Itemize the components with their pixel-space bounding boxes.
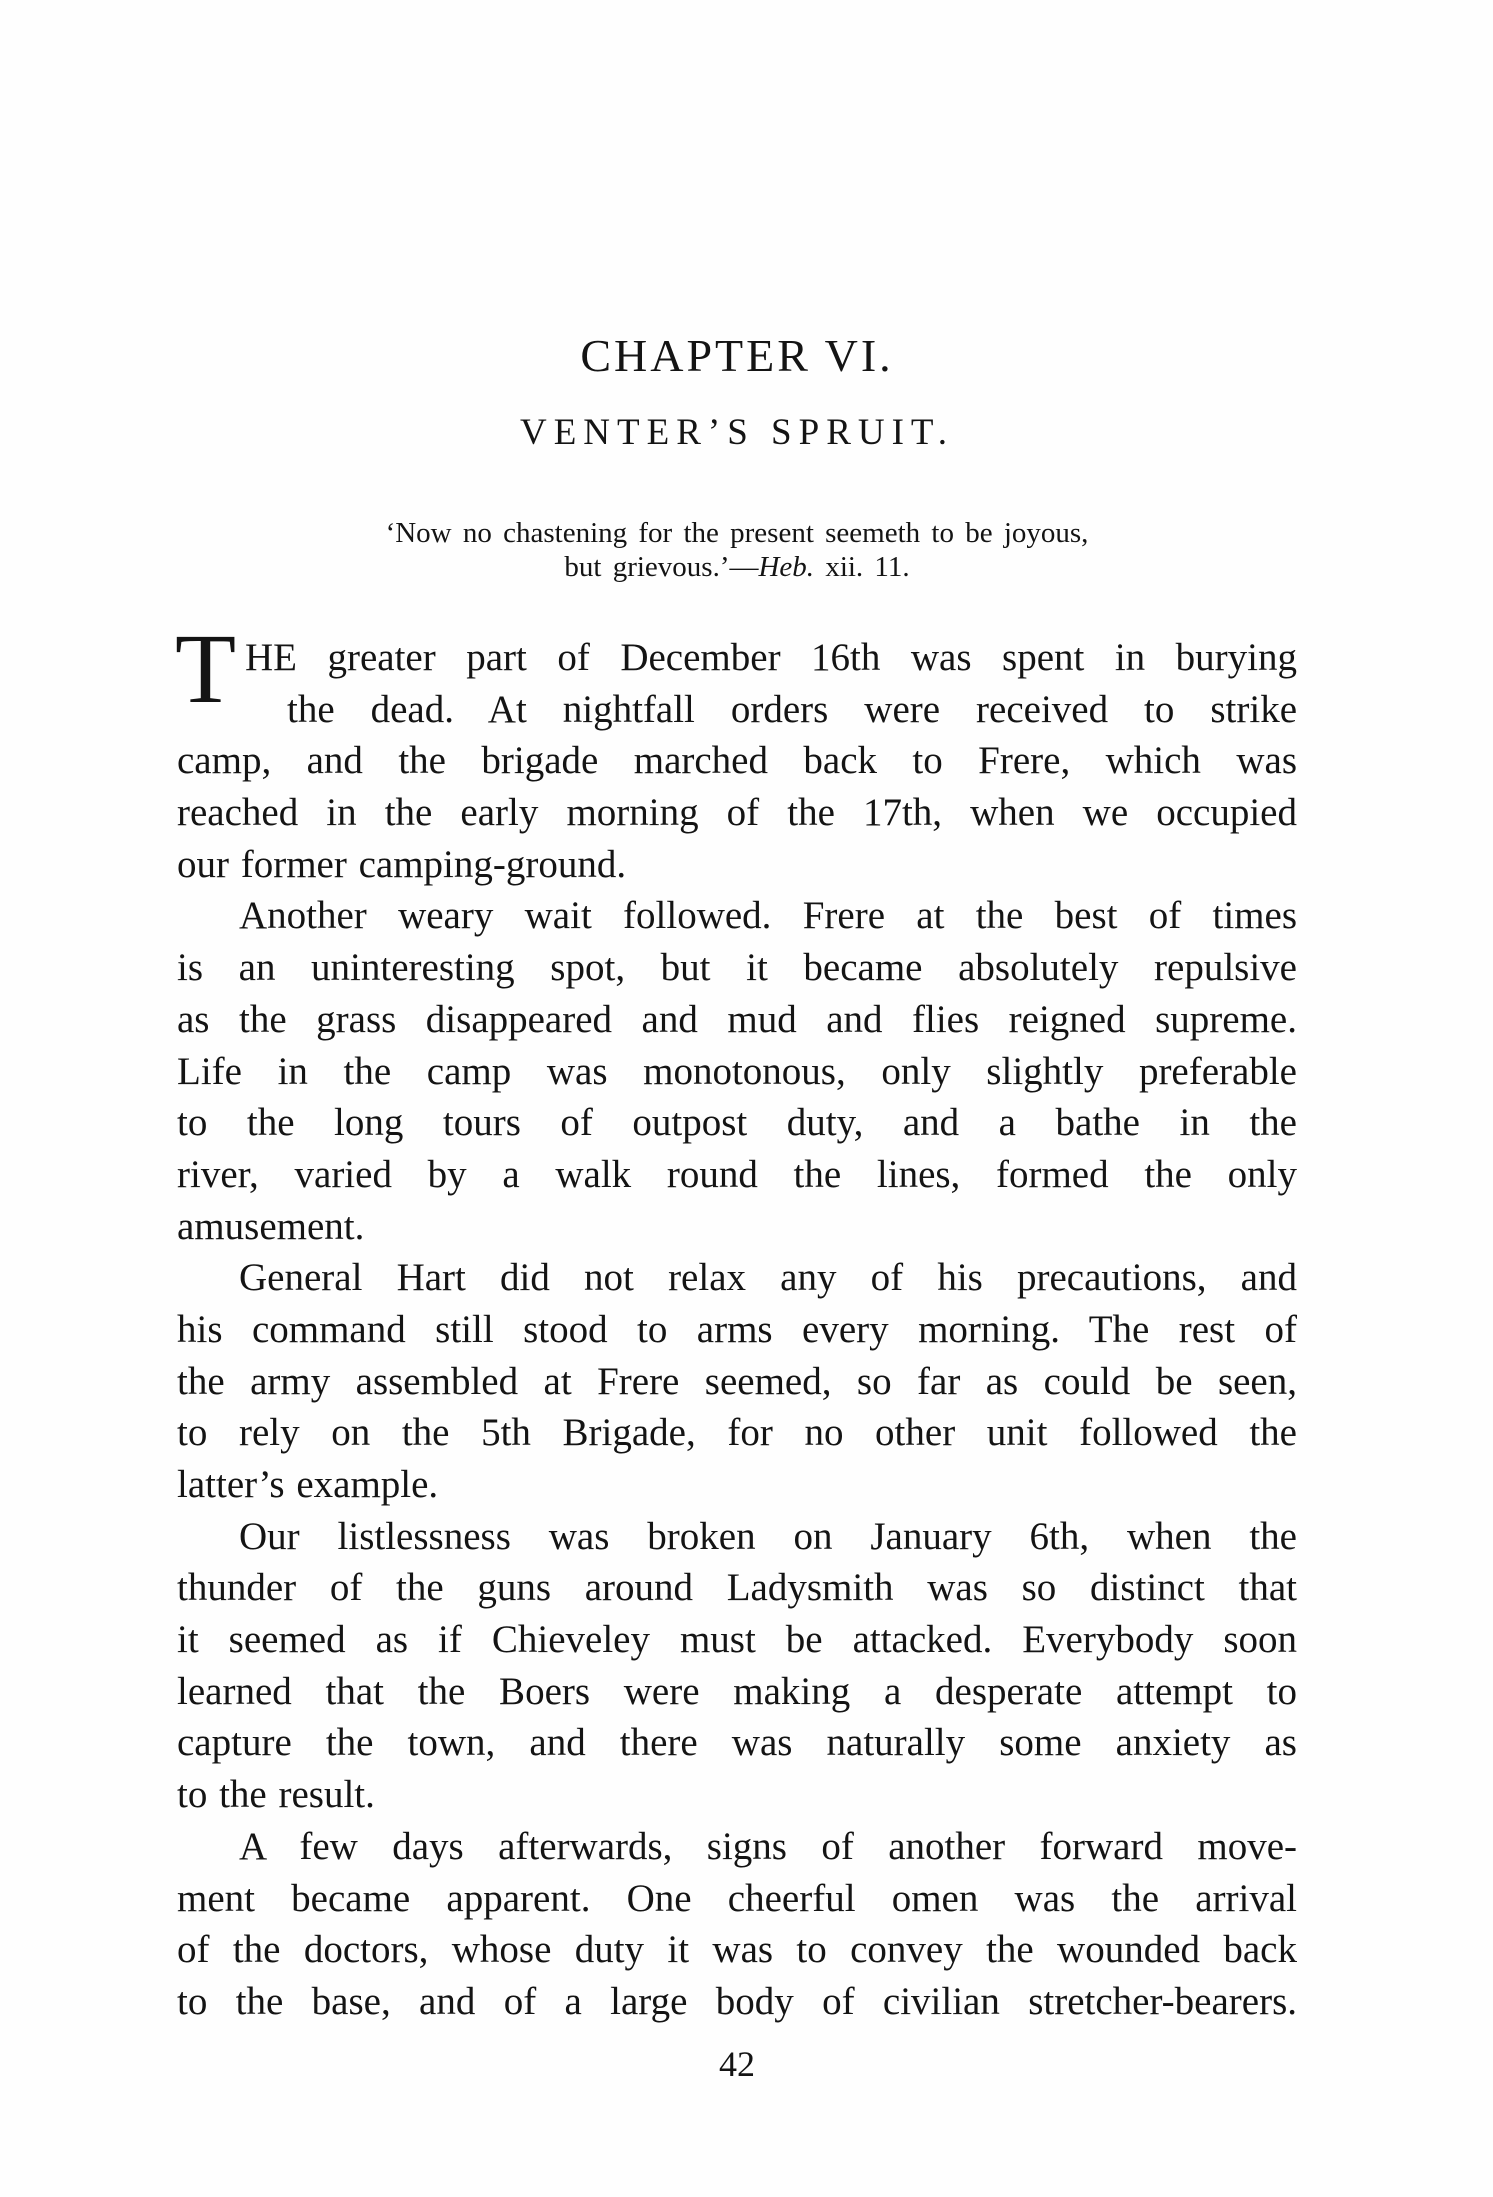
- paragraph: [177, 1252, 1297, 1510]
- body-line: to the result.: [177, 1773, 375, 1817]
- epigraph-line-1: ‘Now no chastening for the present seemeth to be joyous,: [385, 517, 1089, 549]
- body-line: Life in the camp was monotonous, only slightly preferable: [177, 1049, 1297, 1093]
- body-line: ment became apparent. One cheerful omen was the arrival: [177, 1876, 1297, 1920]
- body-line: of the doctors, whose duty it was to convey the wounded back: [177, 1928, 1297, 1972]
- section-heading: VENTER’S SPRUIT.: [519, 412, 955, 453]
- epigraph: [177, 516, 1297, 584]
- page-number: 42: [719, 2044, 755, 2084]
- paragraph: [177, 1821, 1297, 2028]
- body-line: Another weary wait followed. Frere at the best of times: [239, 894, 1297, 938]
- body-line: A few days afterwards, signs of another forward move-: [239, 1824, 1297, 1868]
- body-line: to the long tours of outpost duty, and a bathe in the: [177, 1101, 1297, 1145]
- body-text: [175, 613, 1297, 2028]
- body-line: it seemed as if Chieveley must be attacked. Everybody soon: [177, 1618, 1297, 1662]
- body-line: Our listlessness was broken on January 6th, when the: [239, 1514, 1297, 1558]
- text-column: [177, 0, 1297, 2197]
- body-line: the dead. At nightfall orders were received to strike: [287, 687, 1297, 731]
- body-line: the army assembled at Frere seemed, so far as could be seen,: [177, 1359, 1297, 1403]
- body-line: camp, and the brigade marched back to Frere, which was: [177, 739, 1297, 783]
- body-line: latter’s example.: [177, 1463, 439, 1506]
- body-line: river, varied by a walk round the lines, formed the only: [177, 1152, 1297, 1196]
- body-line: to the base, and of a large body of civilian stretcher-bearers.: [177, 1979, 1297, 2023]
- epigraph-citation: Heb.: [758, 551, 815, 583]
- chapter-heading: CHAPTER VI.: [580, 330, 894, 381]
- body-line: amusement.: [177, 1204, 365, 1248]
- body-line: his command still stood to arms every morning. The rest of: [177, 1307, 1297, 1351]
- body-line: to rely on the 5th Brigade, for no other unit followed the: [177, 1411, 1297, 1455]
- drop-cap: T: [175, 613, 237, 724]
- body-line: capture the town, and there was naturally some anxiety as: [177, 1721, 1297, 1765]
- epigraph-quote-end: but grievous.’—: [564, 551, 759, 583]
- body-line: our former camping-ground.: [177, 842, 627, 886]
- epigraph-line-2: [177, 550, 1297, 584]
- epigraph-verse: xii. 11.: [814, 551, 910, 583]
- paragraph: [177, 890, 1297, 1252]
- paragraph: [177, 632, 1297, 890]
- body-line: General Hart did not relax any of his precautions, and: [239, 1256, 1297, 1300]
- paragraph: [177, 1511, 1297, 1821]
- body-line: reached in the early morning of the 17th, when we occupied: [177, 791, 1297, 835]
- body-line: is an uninteresting spot, but it became absolutely repulsive: [177, 946, 1297, 990]
- body-line: thunder of the guns around Ladysmith was so distinct that: [177, 1566, 1297, 1610]
- body-line: as the grass disappeared and mud and flies reigned supreme.: [177, 997, 1297, 1041]
- body-line: learned that the Boers were making a desperate attempt to: [177, 1669, 1297, 1713]
- body-line: HE greater part of December 16th was spent in burying: [245, 636, 1297, 679]
